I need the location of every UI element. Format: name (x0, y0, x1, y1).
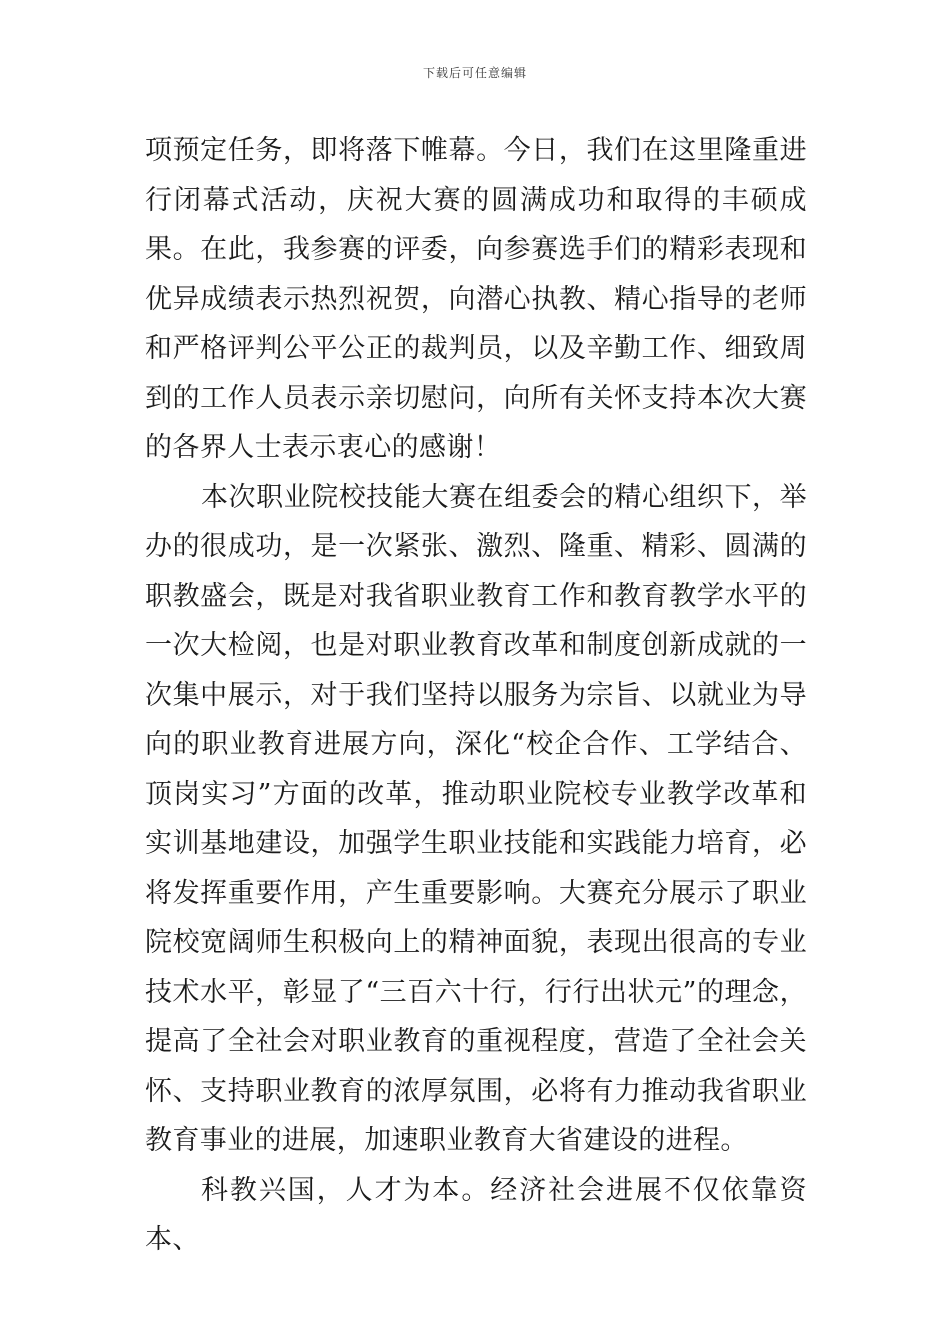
paragraph-2: 本次职业院校技能大赛在组委会的精心组织下，举办的很成功，是一次紧张、激烈、隆重、精彩、圆满的职教盛会，既是对我省职业教育工作和教育教学水平的一次大检阅，也是对职业教育改革和制度创新成就的一次集中展示，对于我们坚持以服务为宗旨、以就业为导向的职业教育进展方向，深化“校企合作、工学结合、顶岗实习”方面的改革，推动职业院校专业教学改革和实训基地建设，加强学生职业技能和实践能力培育，必将发挥重要作用，产生重要影响。大赛充分展示了职业院校宽阔师生积极向上的精神面貌，表现出很高的专业技术水平，彰显了“三百六十行，行行出状元”的理念，提高了全社会对职业教育的重视程度，营造了全社会关怀、支持职业教育的浓厚氛围，必将有力推动我省职业教育事业的进展，加速职业教育大省建设的进程。 (145, 481, 807, 1156)
paragraph-1: 项预定任务，即将落下帷幕。今日，我们在这里隆重进行闭幕式活动，庆祝大赛的圆满成功和取得的丰硕成果。在此，我参赛的评委，向参赛选手们的精彩表现和优异成绩表示热烈祝贺，向潜心执教、精心指导的老师和严格评判公平公正的裁判员，以及辛勤工作、细致周到的工作人员表示亲切慰问，向所有关怀支持本次大赛的各界人士表示衷心的感谢！ (145, 135, 807, 463)
page-header: 下载后可任意编辑 (422, 66, 527, 80)
document-body (145, 126, 807, 1265)
paragraph-3: 科教兴国，人才为本。经济社会进展不仅依靠资本、 (145, 1174, 807, 1255)
